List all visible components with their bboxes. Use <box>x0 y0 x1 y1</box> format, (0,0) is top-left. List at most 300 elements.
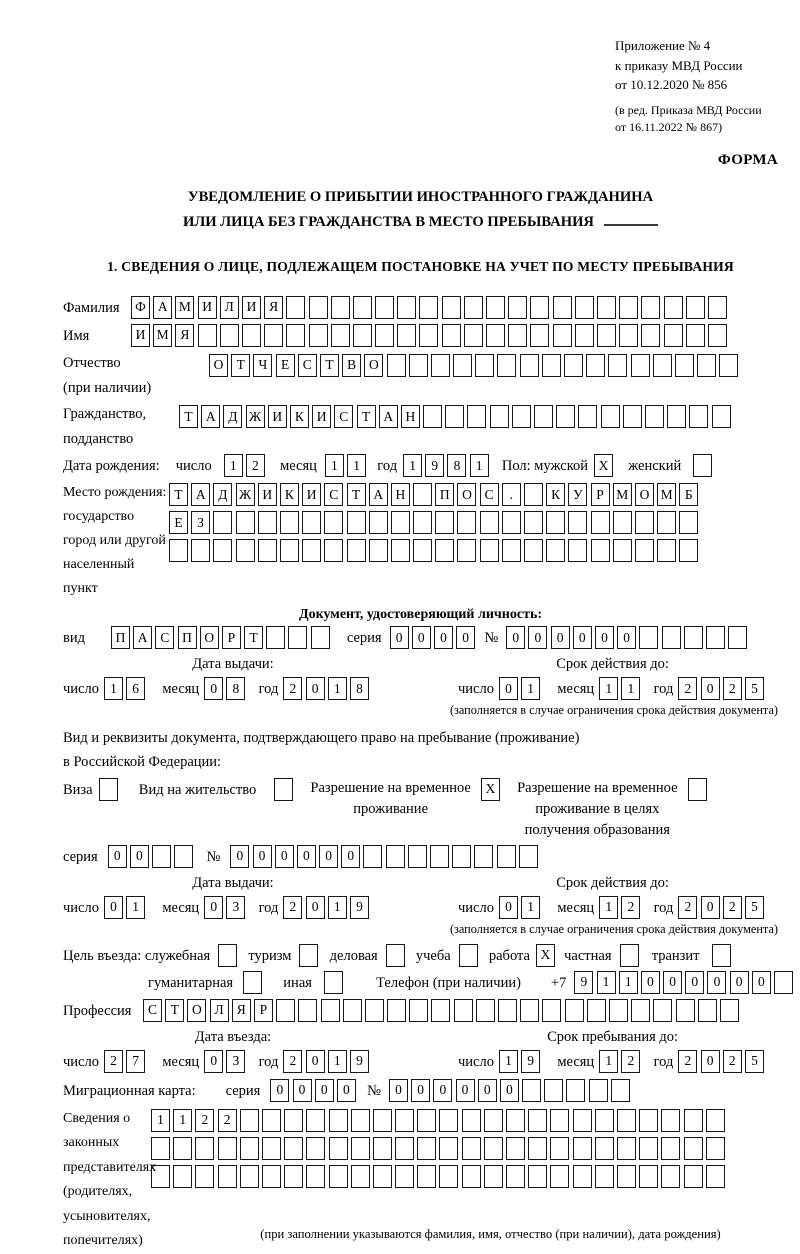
form-cell[interactable] <box>520 999 539 1022</box>
form-cell[interactable]: О <box>187 999 206 1022</box>
form-cell[interactable] <box>639 1165 658 1188</box>
form-cell[interactable] <box>423 405 442 428</box>
form-cell[interactable] <box>459 944 478 967</box>
form-cell[interactable] <box>351 1165 370 1188</box>
form-cell[interactable]: 0 <box>500 1079 519 1102</box>
form-cell[interactable] <box>439 1109 458 1132</box>
form-cell[interactable] <box>686 324 705 347</box>
form-cell[interactable]: Р <box>222 626 241 649</box>
form-cell[interactable]: X <box>536 944 555 967</box>
form-cell[interactable]: С <box>155 626 174 649</box>
form-cell[interactable]: 0 <box>499 896 518 919</box>
form-cell[interactable] <box>457 511 476 534</box>
form-cell[interactable] <box>635 511 654 534</box>
purpose-business-checkbox[interactable] <box>386 944 408 967</box>
form-cell[interactable] <box>566 1079 585 1102</box>
form-cell[interactable]: Я <box>232 999 251 1022</box>
form-cell[interactable]: 2 <box>723 1050 742 1073</box>
form-cell[interactable] <box>464 296 483 319</box>
form-cell[interactable] <box>657 539 676 562</box>
permit-number-cells[interactable] <box>230 845 541 868</box>
form-cell[interactable] <box>329 1165 348 1188</box>
birth-month-cells[interactable] <box>325 454 369 477</box>
form-cell[interactable] <box>174 845 193 868</box>
form-cell[interactable] <box>457 539 476 562</box>
doc-series-cells[interactable] <box>390 626 479 649</box>
form-cell[interactable]: А <box>379 405 398 428</box>
form-cell[interactable]: 0 <box>573 626 592 649</box>
form-cell[interactable] <box>484 1137 503 1160</box>
form-cell[interactable] <box>353 296 372 319</box>
form-cell[interactable] <box>502 539 521 562</box>
form-cell[interactable]: 0 <box>204 677 223 700</box>
birth-place-cells-row-1[interactable] <box>169 483 702 506</box>
form-cell[interactable] <box>413 511 432 534</box>
stay-year-cells[interactable] <box>678 1050 767 1073</box>
form-cell[interactable] <box>534 405 553 428</box>
form-cell[interactable]: А <box>201 405 220 428</box>
form-cell[interactable]: 0 <box>456 626 475 649</box>
form-cell[interactable]: 0 <box>130 845 149 868</box>
form-cell[interactable]: Н <box>401 405 420 428</box>
form-cell[interactable] <box>397 296 416 319</box>
doc-issue-year-cells[interactable] <box>283 677 372 700</box>
form-cell[interactable]: 9 <box>521 1050 540 1073</box>
form-cell[interactable] <box>706 1137 725 1160</box>
form-cell[interactable] <box>619 296 638 319</box>
form-cell[interactable]: С <box>298 354 317 377</box>
form-cell[interactable]: 0 <box>306 1050 325 1073</box>
form-cell[interactable] <box>363 845 382 868</box>
purpose-humanitarian-checkbox[interactable] <box>243 971 265 994</box>
form-cell[interactable]: 0 <box>499 677 518 700</box>
form-cell[interactable]: 1 <box>347 454 366 477</box>
form-cell[interactable] <box>445 405 464 428</box>
form-cell[interactable] <box>519 845 538 868</box>
form-cell[interactable] <box>413 539 432 562</box>
form-cell[interactable]: 0 <box>433 1079 452 1102</box>
phone-cells[interactable] <box>574 971 796 994</box>
form-cell[interactable]: 0 <box>617 626 636 649</box>
form-cell[interactable]: 0 <box>204 896 223 919</box>
form-cell[interactable]: 5 <box>745 896 764 919</box>
form-cell[interactable] <box>262 1137 281 1160</box>
form-cell[interactable] <box>329 1109 348 1132</box>
form-cell[interactable]: 0 <box>390 626 409 649</box>
form-cell[interactable]: 0 <box>456 1079 475 1102</box>
permit-series-cells[interactable] <box>108 845 197 868</box>
form-cell[interactable] <box>530 296 549 319</box>
form-cell[interactable] <box>506 1109 525 1132</box>
form-cell[interactable]: И <box>242 296 261 319</box>
form-cell[interactable] <box>774 971 793 994</box>
form-cell[interactable] <box>218 944 237 967</box>
form-cell[interactable] <box>474 845 493 868</box>
form-cell[interactable] <box>409 354 428 377</box>
form-cell[interactable]: 1 <box>126 896 145 919</box>
form-cell[interactable]: В <box>342 354 361 377</box>
form-cell[interactable] <box>568 511 587 534</box>
migration-series-cells[interactable] <box>270 1079 359 1102</box>
form-cell[interactable] <box>442 324 461 347</box>
form-cell[interactable]: 0 <box>478 1079 497 1102</box>
form-cell[interactable] <box>524 511 543 534</box>
form-cell[interactable] <box>546 511 565 534</box>
form-cell[interactable] <box>641 296 660 319</box>
form-cell[interactable]: С <box>334 405 353 428</box>
form-cell[interactable] <box>430 845 449 868</box>
form-cell[interactable] <box>693 454 712 477</box>
form-cell[interactable] <box>490 405 509 428</box>
form-cell[interactable] <box>431 999 450 1022</box>
form-cell[interactable] <box>664 296 683 319</box>
form-cell[interactable] <box>324 971 343 994</box>
form-cell[interactable] <box>597 296 616 319</box>
form-cell[interactable] <box>719 354 738 377</box>
form-cell[interactable] <box>365 999 384 1022</box>
form-cell[interactable] <box>689 405 708 428</box>
form-cell[interactable] <box>589 1079 608 1102</box>
form-cell[interactable]: 1 <box>619 971 638 994</box>
form-cell[interactable]: 9 <box>425 454 444 477</box>
form-cell[interactable]: И <box>258 483 277 506</box>
form-cell[interactable] <box>331 296 350 319</box>
form-cell[interactable] <box>191 539 210 562</box>
form-cell[interactable]: И <box>198 296 217 319</box>
form-cell[interactable]: 1 <box>224 454 243 477</box>
form-cell[interactable] <box>497 845 516 868</box>
form-cell[interactable]: 1 <box>325 454 344 477</box>
form-cell[interactable] <box>373 1109 392 1132</box>
form-cell[interactable] <box>309 324 328 347</box>
form-cell[interactable]: 0 <box>108 845 127 868</box>
form-cell[interactable]: 0 <box>701 677 720 700</box>
form-cell[interactable]: Д <box>213 483 232 506</box>
form-cell[interactable] <box>311 626 330 649</box>
form-cell[interactable] <box>698 999 717 1022</box>
form-cell[interactable]: 0 <box>701 896 720 919</box>
form-cell[interactable]: О <box>457 483 476 506</box>
form-cell[interactable] <box>684 1137 703 1160</box>
form-cell[interactable]: Т <box>357 405 376 428</box>
form-cell[interactable]: 1 <box>328 677 347 700</box>
form-cell[interactable]: 2 <box>621 1050 640 1073</box>
form-cell[interactable] <box>306 1137 325 1160</box>
form-cell[interactable] <box>697 354 716 377</box>
form-cell[interactable] <box>218 1137 237 1160</box>
form-cell[interactable] <box>284 1109 303 1132</box>
form-cell[interactable]: П <box>435 483 454 506</box>
form-cell[interactable] <box>484 1165 503 1188</box>
form-cell[interactable]: У <box>568 483 587 506</box>
form-cell[interactable] <box>386 845 405 868</box>
form-cell[interactable] <box>258 511 277 534</box>
female-checkbox[interactable] <box>693 454 715 477</box>
form-cell[interactable]: 2 <box>195 1109 214 1132</box>
form-cell[interactable] <box>236 539 255 562</box>
form-cell[interactable] <box>169 539 188 562</box>
form-cell[interactable] <box>462 1165 481 1188</box>
form-cell[interactable] <box>679 539 698 562</box>
form-cell[interactable] <box>353 324 372 347</box>
form-cell[interactable] <box>286 324 305 347</box>
form-cell[interactable]: 1 <box>403 454 422 477</box>
form-cell[interactable] <box>657 511 676 534</box>
form-cell[interactable] <box>679 511 698 534</box>
form-cell[interactable] <box>708 324 727 347</box>
form-cell[interactable] <box>686 296 705 319</box>
form-cell[interactable] <box>706 1165 725 1188</box>
form-cell[interactable] <box>544 1079 563 1102</box>
form-cell[interactable]: 5 <box>745 677 764 700</box>
form-cell[interactable]: 1 <box>597 971 616 994</box>
form-cell[interactable]: 2 <box>723 896 742 919</box>
purpose-study-checkbox[interactable] <box>459 944 481 967</box>
form-cell[interactable]: А <box>369 483 388 506</box>
form-cell[interactable] <box>195 1137 214 1160</box>
form-cell[interactable] <box>480 539 499 562</box>
purpose-private-checkbox[interactable] <box>620 944 642 967</box>
form-cell[interactable]: А <box>153 296 172 319</box>
form-cell[interactable] <box>439 1137 458 1160</box>
form-cell[interactable] <box>240 1165 259 1188</box>
doc-valid-day-cells[interactable] <box>499 677 543 700</box>
form-cell[interactable] <box>236 511 255 534</box>
form-cell[interactable] <box>475 354 494 377</box>
form-cell[interactable] <box>462 1109 481 1132</box>
form-cell[interactable] <box>595 1165 614 1188</box>
form-cell[interactable]: 0 <box>730 971 749 994</box>
form-cell[interactable]: Т <box>244 626 263 649</box>
representatives-cells-row-3[interactable] <box>151 1165 728 1188</box>
form-cell[interactable] <box>484 1109 503 1132</box>
form-cell[interactable] <box>591 539 610 562</box>
form-cell[interactable]: 9 <box>350 1050 369 1073</box>
form-cell[interactable] <box>591 511 610 534</box>
form-cell[interactable] <box>240 1137 259 1160</box>
form-cell[interactable] <box>578 405 597 428</box>
representatives-cells-row-1[interactable] <box>151 1109 728 1132</box>
form-cell[interactable] <box>639 1109 658 1132</box>
form-cell[interactable] <box>435 511 454 534</box>
form-cell[interactable] <box>613 539 632 562</box>
form-cell[interactable]: И <box>268 405 287 428</box>
form-cell[interactable] <box>391 539 410 562</box>
form-cell[interactable] <box>546 539 565 562</box>
form-cell[interactable] <box>351 1109 370 1132</box>
form-cell[interactable]: 0 <box>707 971 726 994</box>
form-cell[interactable]: П <box>178 626 197 649</box>
form-cell[interactable] <box>395 1109 414 1132</box>
form-cell[interactable]: 0 <box>685 971 704 994</box>
residence-permit-checkbox[interactable] <box>274 778 296 801</box>
form-cell[interactable]: О <box>209 354 228 377</box>
form-cell[interactable]: 7 <box>126 1050 145 1073</box>
form-cell[interactable] <box>276 999 295 1022</box>
form-cell[interactable]: О <box>364 354 383 377</box>
form-cell[interactable] <box>369 511 388 534</box>
form-cell[interactable] <box>661 1109 680 1132</box>
form-cell[interactable]: Ф <box>131 296 150 319</box>
form-cell[interactable] <box>369 539 388 562</box>
form-cell[interactable] <box>619 324 638 347</box>
form-cell[interactable]: 1 <box>599 1050 618 1073</box>
form-cell[interactable] <box>242 324 261 347</box>
form-cell[interactable] <box>617 1165 636 1188</box>
form-cell[interactable] <box>508 324 527 347</box>
form-cell[interactable]: 0 <box>306 677 325 700</box>
temp-residence-checkbox[interactable] <box>481 778 503 801</box>
form-cell[interactable]: 1 <box>328 1050 347 1073</box>
form-cell[interactable] <box>595 1109 614 1132</box>
form-cell[interactable]: 0 <box>319 845 338 868</box>
form-cell[interactable] <box>173 1165 192 1188</box>
form-cell[interactable] <box>609 999 628 1022</box>
form-cell[interactable] <box>620 944 639 967</box>
form-cell[interactable] <box>274 778 293 801</box>
form-cell[interactable]: Т <box>179 405 198 428</box>
form-cell[interactable] <box>243 971 262 994</box>
form-cell[interactable] <box>417 1137 436 1160</box>
form-cell[interactable] <box>573 1109 592 1132</box>
form-cell[interactable]: 1 <box>599 677 618 700</box>
form-cell[interactable] <box>688 778 707 801</box>
form-cell[interactable]: 2 <box>283 677 302 700</box>
form-cell[interactable]: 1 <box>151 1109 170 1132</box>
form-cell[interactable] <box>306 1109 325 1132</box>
form-cell[interactable]: Р <box>591 483 610 506</box>
form-cell[interactable] <box>387 354 406 377</box>
form-cell[interactable] <box>391 511 410 534</box>
form-cell[interactable] <box>309 296 328 319</box>
form-cell[interactable]: И <box>302 483 321 506</box>
form-cell[interactable]: 3 <box>226 896 245 919</box>
form-cell[interactable] <box>553 296 572 319</box>
form-cell[interactable] <box>431 354 450 377</box>
form-cell[interactable]: М <box>657 483 676 506</box>
form-cell[interactable] <box>302 511 321 534</box>
form-cell[interactable]: К <box>546 483 565 506</box>
form-cell[interactable] <box>528 1137 547 1160</box>
form-cell[interactable] <box>386 944 405 967</box>
form-cell[interactable]: 0 <box>230 845 249 868</box>
birth-day-cells[interactable] <box>224 454 268 477</box>
form-cell[interactable]: К <box>280 483 299 506</box>
form-cell[interactable] <box>476 999 495 1022</box>
doc-valid-month-cells[interactable] <box>599 677 643 700</box>
form-cell[interactable]: 1 <box>104 677 123 700</box>
form-cell[interactable]: Т <box>347 483 366 506</box>
form-cell[interactable] <box>667 405 686 428</box>
form-cell[interactable]: З <box>191 511 210 534</box>
form-cell[interactable]: 0 <box>104 896 123 919</box>
form-cell[interactable]: 0 <box>341 845 360 868</box>
form-cell[interactable] <box>262 1109 281 1132</box>
form-cell[interactable]: 0 <box>412 626 431 649</box>
form-cell[interactable]: Б <box>679 483 698 506</box>
form-cell[interactable] <box>452 845 471 868</box>
form-cell[interactable] <box>712 944 731 967</box>
form-cell[interactable] <box>324 511 343 534</box>
form-cell[interactable] <box>299 944 318 967</box>
form-cell[interactable]: 0 <box>297 845 316 868</box>
form-cell[interactable] <box>347 511 366 534</box>
form-cell[interactable] <box>712 405 731 428</box>
form-cell[interactable] <box>486 324 505 347</box>
form-cell[interactable] <box>286 296 305 319</box>
form-cell[interactable]: А <box>191 483 210 506</box>
birth-place-cells-row-3[interactable] <box>169 539 702 562</box>
purpose-tourism-checkbox[interactable] <box>299 944 321 967</box>
form-cell[interactable]: 2 <box>723 677 742 700</box>
form-cell[interactable] <box>395 1137 414 1160</box>
form-cell[interactable] <box>442 296 461 319</box>
purpose-official-checkbox[interactable] <box>218 944 240 967</box>
form-cell[interactable] <box>419 324 438 347</box>
form-cell[interactable]: Т <box>320 354 339 377</box>
form-cell[interactable]: 2 <box>104 1050 123 1073</box>
form-cell[interactable] <box>502 511 521 534</box>
form-cell[interactable]: X <box>594 454 613 477</box>
form-cell[interactable]: Я <box>175 324 194 347</box>
form-cell[interactable] <box>524 483 543 506</box>
form-cell[interactable]: Т <box>169 483 188 506</box>
form-cell[interactable]: О <box>200 626 219 649</box>
entry-day-cells[interactable] <box>104 1050 148 1073</box>
form-cell[interactable] <box>306 1165 325 1188</box>
patronymic-cells[interactable] <box>209 354 742 377</box>
form-cell[interactable]: Р <box>254 999 273 1022</box>
form-cell[interactable] <box>512 405 531 428</box>
form-cell[interactable] <box>280 511 299 534</box>
purpose-other-checkbox[interactable] <box>324 971 346 994</box>
form-cell[interactable]: 0 <box>389 1079 408 1102</box>
form-cell[interactable] <box>550 1109 569 1132</box>
form-cell[interactable]: С <box>324 483 343 506</box>
form-cell[interactable] <box>595 1137 614 1160</box>
form-cell[interactable] <box>720 999 739 1022</box>
form-cell[interactable]: И <box>131 324 150 347</box>
permit-valid-day-cells[interactable] <box>499 896 543 919</box>
profession-cells[interactable] <box>143 999 742 1022</box>
form-cell[interactable] <box>564 354 583 377</box>
form-cell[interactable] <box>661 1165 680 1188</box>
form-cell[interactable]: П <box>111 626 130 649</box>
form-cell[interactable] <box>506 1137 525 1160</box>
form-cell[interactable] <box>587 999 606 1022</box>
form-cell[interactable] <box>464 324 483 347</box>
form-cell[interactable] <box>409 999 428 1022</box>
form-cell[interactable]: 2 <box>283 1050 302 1073</box>
form-cell[interactable] <box>631 354 650 377</box>
form-cell[interactable]: 2 <box>678 677 697 700</box>
form-cell[interactable] <box>601 405 620 428</box>
form-cell[interactable] <box>151 1137 170 1160</box>
form-cell[interactable] <box>435 539 454 562</box>
form-cell[interactable] <box>373 1165 392 1188</box>
form-cell[interactable] <box>653 354 672 377</box>
form-cell[interactable]: 0 <box>752 971 771 994</box>
surname-cells[interactable] <box>131 296 730 319</box>
form-cell[interactable] <box>568 539 587 562</box>
form-cell[interactable]: 5 <box>745 1050 764 1073</box>
form-cell[interactable] <box>550 1137 569 1160</box>
form-cell[interactable]: 0 <box>337 1079 356 1102</box>
form-cell[interactable]: 1 <box>173 1109 192 1132</box>
form-cell[interactable] <box>262 1165 281 1188</box>
form-cell[interactable]: Е <box>169 511 188 534</box>
form-cell[interactable] <box>343 999 362 1022</box>
